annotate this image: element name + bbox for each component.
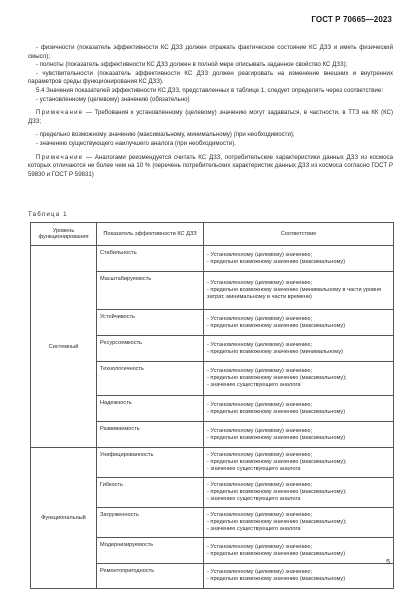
conformity-cell [204, 246, 394, 272]
conformity-cell [204, 362, 394, 396]
conformity-item: - значению существующего аналога [207, 466, 301, 472]
conformity-item: - значению существующего аналога [207, 496, 301, 502]
body-text [28, 44, 393, 179]
conformity-item: - Установленному (целевому) значению; [207, 452, 313, 458]
indicator-cell: Технологичность [97, 362, 204, 396]
paragraph: - полноты (показатель эффективности КС ДЗЗ должен в полной мере описывать заданное свойство КС ДЗЗ); [36, 61, 348, 69]
conformity-item: - значению существующего аналога [207, 382, 301, 388]
conformity-item: - предельно возможному значению (максимальному); [207, 375, 347, 381]
indicator-cell: Загруженность [97, 508, 204, 538]
indicator-cell: Устойчивость [97, 310, 204, 336]
table-row [31, 448, 394, 478]
note-text: — Требования к установленному (целевому) значению могут задаваться, в частности, в ТТЗ на КК (КС) ДЗЗ; [28, 109, 393, 125]
conformity-item: - предельно возможному значению (максимальному); [207, 519, 347, 525]
list-item: - значению существующего наилучшего аналога (при необходимости). [36, 139, 236, 147]
paragraph: - установленному (целевому) значению (обязательно) [36, 95, 190, 103]
level-cell: Функциональный [31, 448, 97, 589]
level-cell: Системный [31, 246, 97, 448]
conformity-cell [204, 336, 394, 362]
conformity-cell [204, 272, 394, 310]
conformity-item: - предельно возможному значению (минимальному) [207, 348, 343, 355]
indicator-cell: Надежность [97, 396, 204, 422]
note-label: Примечание [36, 153, 84, 161]
indicator-cell: Ремонтопригодность [97, 564, 204, 589]
standard-header: ГОСТ Р 70665—2023 [311, 15, 392, 24]
conformity-item: - Установленному (целевому) значению; [207, 543, 313, 550]
note [28, 154, 393, 180]
paragraph: - чувствительности (показатель эффективности КС ДЗЗ должен реагировать на изменение внешних и внутренних параметров среды функционирования КС ДЗЗ). [28, 69, 393, 86]
conformity-item: - Установленному (целевому) значению; [207, 315, 313, 322]
list-item: - предельно возможному значению (максимальному, минимальному) (при необходимости); [36, 131, 295, 139]
conformity-cell [204, 310, 394, 336]
conformity-item: - предельно возможному значению (максимальному) [207, 576, 346, 582]
column-header: Уровень функционирования [31, 223, 97, 246]
conformity-item: - Установленному (целевому) значению; [207, 569, 313, 575]
indicator-cell: Стабильность [97, 246, 204, 272]
conformity-cell [204, 508, 394, 538]
conformity-item: - предельно возможному значению (максимальному); [207, 489, 347, 495]
conformity-item: - предельно возможному значению (максимальному) [207, 258, 346, 265]
conformity-cell [204, 422, 394, 448]
paragraph: 5.4 Значения показателей эффективности КС ДЗЗ, представленных в таблице 1, следует определять через соответствие: [36, 86, 384, 94]
page-number: 5 [386, 559, 390, 566]
table-row [31, 246, 394, 272]
column-header: Показатель эффективности КС ДЗЗ [97, 223, 204, 246]
conformity-item: - Установленному (целевому) значению; [207, 368, 313, 374]
conformity-cell [204, 396, 394, 422]
conformity-item: - Установленному (целевому) значению; [207, 251, 313, 258]
conformity-cell [204, 538, 394, 564]
efficiency-table [30, 222, 394, 589]
note-text: — Аналогами рекомендуется считать КС ДЗЗ, потребительские характеристики данных ДЗЗ из космоса которых отличаются не более чем на 10 % (перечень потребительских характеристик данных ДЗЗ из космоса согласно ГОСТ Р 59830 и ГОСТ Р 59831) [28, 153, 393, 178]
conformity-item: - Установленному (целевому) значению; [207, 280, 313, 286]
conformity-item: - Установленному (целевому) значению; [207, 482, 313, 488]
conformity-item: - предельно возможному значению (максимальному) [207, 434, 346, 441]
conformity-item: - предельно возможному значению (минимальному в части уровня затрат, минимальному в части времени) [207, 287, 382, 300]
indicator-cell: Модернизируемость [97, 538, 204, 564]
indicator-cell: Гибкость [97, 478, 204, 508]
conformity-item: - Установленному (целевому) значению; [207, 341, 313, 348]
conformity-item: - предельно возможному значению (максимальному); [207, 459, 347, 465]
paragraph: - физичности (показатель эффективности КС ДЗЗ должен отражать фактическое состояние КС ДЗЗ и иметь физический смысл); [28, 44, 393, 60]
indicator-cell: Масштабируемость [97, 272, 204, 310]
indicator-cell: Развиваемость [97, 422, 204, 448]
conformity-item: - предельно возможному значению (максимальному) [207, 408, 346, 415]
conformity-item: - предельно возможному значению (максимальному) [207, 322, 346, 329]
indicator-cell: Унифицированность [97, 448, 204, 478]
conformity-item: - Установленному (целевому) значению; [207, 401, 313, 408]
conformity-item: - предельно возможному значению (максимальному) [207, 550, 346, 557]
conformity-cell [204, 448, 394, 478]
note [28, 109, 393, 126]
note-label: Примечание [36, 109, 84, 117]
conformity-item: - Установленному (целевому) значению; [207, 427, 313, 434]
conformity-item: - значению существующего аналога [207, 526, 301, 532]
indicator-cell: Ресурсоемкость [97, 336, 204, 362]
column-header: Соответствие [204, 223, 394, 246]
conformity-cell [204, 478, 394, 508]
table-caption: Таблица 1 [28, 211, 68, 218]
conformity-item: - Установленному (целевому) значению; [207, 512, 313, 518]
table-header-row [31, 223, 394, 246]
